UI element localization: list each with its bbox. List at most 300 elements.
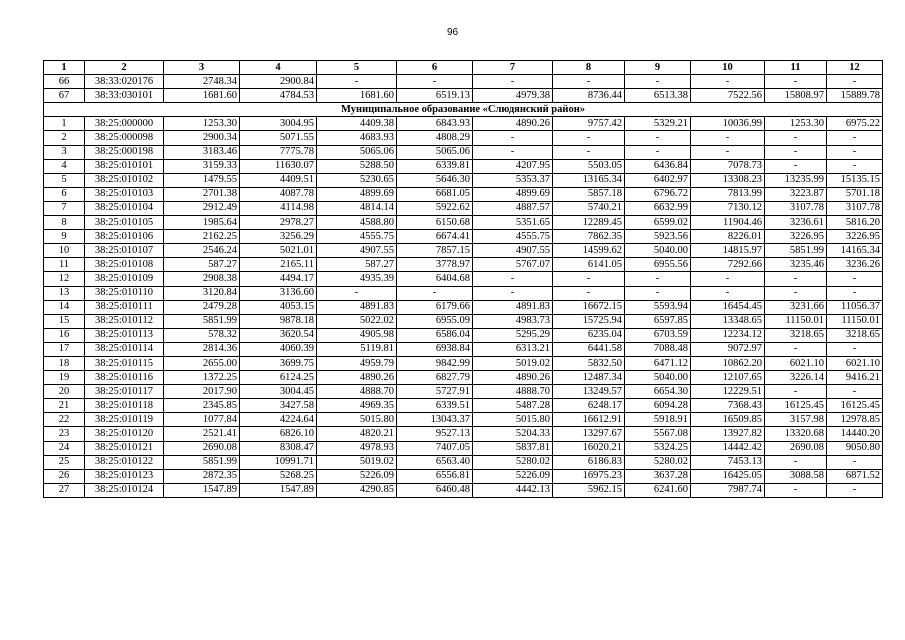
table-cell: 6955.56 [625,258,691,272]
table-cell: 14165.34 [827,244,883,258]
table-cell: 6703.59 [625,328,691,342]
table-cell: 38:25:010114 [85,342,164,356]
table-row [44,173,883,187]
table-cell: 587.27 [317,258,397,272]
table-cell: 38:25:010110 [85,286,164,300]
table-cell: 4935.39 [317,272,397,286]
table-cell: 38:25:010102 [85,173,164,187]
table-cell: - [827,455,883,469]
table-cell: - [553,272,625,286]
table-cell: - [473,145,553,159]
table-row [44,300,883,314]
table-cell: 22 [44,413,85,427]
table-cell: 14 [44,300,85,314]
table-cell: 38:25:000198 [85,145,164,159]
table-cell: - [625,272,691,286]
table-cell: 15725.94 [553,314,625,328]
table-cell: 5230.65 [317,173,397,187]
table-cell: 13297.67 [553,427,625,441]
table-cell: 13235.99 [765,173,827,187]
table-cell: - [765,385,827,399]
table-cell: 5022.02 [317,314,397,328]
table-cell: 38:25:010111 [85,300,164,314]
table-cell: - [473,286,553,300]
table-cell: 3157.98 [765,413,827,427]
table-cell: 7407.05 [397,441,473,455]
table-cell: - [317,286,397,300]
table-row [44,75,883,89]
table-cell: 23 [44,427,85,441]
table-cell: 38:25:010112 [85,314,164,328]
table-row [44,201,883,215]
table-cell: 38:25:010113 [85,328,164,342]
table-cell: 7775.78 [240,145,317,159]
table-cell: 4979.38 [473,89,553,103]
table-cell: 6 [44,187,85,201]
table-cell: 4409.51 [240,173,317,187]
column-header: 4 [240,61,317,75]
table-cell: - [691,286,765,300]
table-cell: 8736.44 [553,89,625,103]
table-cell: 4814.14 [317,201,397,215]
table-cell: 4888.70 [473,385,553,399]
table-cell: 2701.38 [164,187,240,201]
table-cell: 2690.08 [164,441,240,455]
table-cell: 2814.36 [164,342,240,356]
table-cell: 16020.21 [553,441,625,455]
table-cell: 4888.70 [317,385,397,399]
table-cell: 2690.08 [765,441,827,455]
table-row [44,272,883,286]
table-cell: 5015.80 [473,413,553,427]
table-cell: 38:25:010108 [85,258,164,272]
table-cell: 1479.55 [164,173,240,187]
table-cell: 11150.01 [827,314,883,328]
table-cell: 38:25:010101 [85,159,164,173]
table-cell: 9527.13 [397,427,473,441]
table-cell: 7292.66 [691,258,765,272]
table-cell: 6021.10 [827,356,883,370]
table-cell: 2872.35 [164,469,240,483]
table-cell: 6179.66 [397,300,473,314]
table-cell: 5851.99 [164,314,240,328]
table-cell: - [827,286,883,300]
table-cell: 5280.02 [473,455,553,469]
table-cell: 1681.60 [164,89,240,103]
table-cell: 3 [44,145,85,159]
table-cell: 5 [44,173,85,187]
table-cell: 6436.84 [625,159,691,173]
table-cell: - [765,342,827,356]
table-cell: 6519.13 [397,89,473,103]
table-cell: - [827,75,883,89]
table-cell: 4820.21 [317,427,397,441]
table-cell: 4907.55 [317,244,397,258]
table-cell: - [765,159,827,173]
table-cell: 5740.21 [553,201,625,215]
table-cell: 2546.24 [164,244,240,258]
table-cell: 3107.78 [765,201,827,215]
table-cell: 6186.83 [553,455,625,469]
table-cell: 7453.13 [691,455,765,469]
table-row [44,244,883,258]
table-cell: 38:25:000098 [85,131,164,145]
table-cell: 5295.29 [473,328,553,342]
table-cell: 5040.00 [625,244,691,258]
table-cell: 4224.64 [240,413,317,427]
table-cell: 3107.78 [827,201,883,215]
table-cell: 11630.07 [240,159,317,173]
table-row [44,314,883,328]
table-cell: - [691,145,765,159]
table-cell: 38:25:010109 [85,272,164,286]
table-cell: 10862.20 [691,356,765,370]
table-cell: 7862.35 [553,230,625,244]
table-cell: 3226.95 [827,230,883,244]
table-cell: 4442.13 [473,483,553,497]
table-cell: 4890.26 [317,371,397,385]
table-cell: 38:25:010115 [85,356,164,370]
table-row [44,483,883,497]
table-cell: 3004.45 [240,385,317,399]
table-cell: 5288.50 [317,159,397,173]
table-cell: 16425.05 [691,469,765,483]
table-cell: 38:25:010121 [85,441,164,455]
table-cell: 7987.74 [691,483,765,497]
table-cell: 38:25:010124 [85,483,164,497]
table-cell: 38:25:010105 [85,216,164,230]
table-cell: 38:25:010106 [85,230,164,244]
table-cell: - [553,75,625,89]
table-cell: 3223.87 [765,187,827,201]
table-cell: 14599.62 [553,244,625,258]
table-cell: 4907.55 [473,244,553,258]
table-cell: 5019.02 [317,455,397,469]
table-cell: 5324.25 [625,441,691,455]
table-cell: 7857.15 [397,244,473,258]
table-cell: 6654.30 [625,385,691,399]
table-cell: 6248.17 [553,399,625,413]
table-row [44,230,883,244]
table-cell: 5701.18 [827,187,883,201]
table-cell: 3183.46 [164,145,240,159]
table-cell: 38:25:000000 [85,117,164,131]
table-cell: 38:25:010107 [85,244,164,258]
table-cell: 5351.65 [473,216,553,230]
table-cell: 8308.47 [240,441,317,455]
table-cell: 5851.99 [765,244,827,258]
table-cell: 6241.60 [625,483,691,497]
table-cell: 6586.04 [397,328,473,342]
table-cell: 38:25:010104 [85,201,164,215]
table-cell: - [553,145,625,159]
table-cell: 5226.09 [317,469,397,483]
table-cell: 4978.93 [317,441,397,455]
column-header: 2 [85,61,164,75]
table-cell: 578.32 [164,328,240,342]
column-header: 3 [164,61,240,75]
table-cell: - [625,145,691,159]
table-row [44,145,883,159]
table-cell: 16975.23 [553,469,625,483]
table-cell: 5353.37 [473,173,553,187]
table-cell: 4588.80 [317,216,397,230]
table-cell: 5567.08 [625,427,691,441]
table-row [44,286,883,300]
table-cell: 5837.81 [473,441,553,455]
table-cell: 2165.11 [240,258,317,272]
table-cell: 4207.95 [473,159,553,173]
table-cell: - [397,75,473,89]
table-cell: 3620.54 [240,328,317,342]
table-cell: 5851.99 [164,455,240,469]
table-cell: 27 [44,483,85,497]
table-cell: 6313.21 [473,342,553,356]
table-cell: 9757.42 [553,117,625,131]
table-cell: 6597.85 [625,314,691,328]
table-cell: 9072.97 [691,342,765,356]
table-cell: 1253.30 [765,117,827,131]
table-cell: 16672.15 [553,300,625,314]
table-cell: 12229.51 [691,385,765,399]
table-cell: 6674.41 [397,230,473,244]
table-cell: 5767.07 [473,258,553,272]
table-cell: 6955.09 [397,314,473,328]
table-cell: 1547.89 [164,483,240,497]
table-cell: 4060.39 [240,342,317,356]
table-cell: - [625,286,691,300]
table-cell: 8 [44,216,85,230]
table-cell: 7522.56 [691,89,765,103]
table-cell: 18 [44,356,85,370]
table-cell: 7813.99 [691,187,765,201]
land-value-table [43,60,883,498]
table-cell: 7078.73 [691,159,765,173]
table-cell: 7368.43 [691,399,765,413]
table-row [44,427,883,441]
table-cell: 67 [44,89,85,103]
table-cell: 3235.46 [765,258,827,272]
table-cell: - [625,131,691,145]
table-row [44,258,883,272]
table-cell: 4891.83 [317,300,397,314]
table-cell: 13348.65 [691,314,765,328]
table-cell: 4887.57 [473,201,553,215]
table-cell: 4555.75 [317,230,397,244]
table-cell: 6124.25 [240,371,317,385]
table-cell: 3088.58 [765,469,827,483]
table-cell: 6235.04 [553,328,625,342]
table-cell: - [827,131,883,145]
table-cell: 2912.49 [164,201,240,215]
table-cell: 13165.34 [553,173,625,187]
table-cell: 6843.93 [397,117,473,131]
table-cell: 21 [44,399,85,413]
table-cell: - [397,286,473,300]
table-cell: - [765,131,827,145]
table-cell: - [553,286,625,300]
table-cell: 24 [44,441,85,455]
table-cell: 11056.37 [827,300,883,314]
table-cell: 5962.15 [553,483,625,497]
table-cell: 1985.64 [164,216,240,230]
table-cell: 4969.35 [317,399,397,413]
table-cell: - [827,272,883,286]
table-cell: 6402.97 [625,173,691,187]
table-cell: 2017.90 [164,385,240,399]
table-cell: 5040.00 [625,371,691,385]
table-cell: 2978.27 [240,216,317,230]
column-header: 6 [397,61,473,75]
table-cell: 3226.95 [765,230,827,244]
table-header-row [44,61,883,75]
table-cell: 14815.97 [691,244,765,258]
table-cell: - [827,342,883,356]
table-cell: 26 [44,469,85,483]
table-cell: - [473,272,553,286]
table-cell: 16454.45 [691,300,765,314]
column-header: 1 [44,61,85,75]
table-cell: 3256.29 [240,230,317,244]
table-cell: 4890.26 [473,371,553,385]
table-cell: 16125.45 [827,399,883,413]
table-cell: 7130.12 [691,201,765,215]
table-cell: 6094.28 [625,399,691,413]
table-cell: 15889.78 [827,89,883,103]
table-cell: 2655.00 [164,356,240,370]
table-cell: 38:25:010122 [85,455,164,469]
table-cell: 12289.45 [553,216,625,230]
table-cell: - [827,159,883,173]
table-cell: - [765,286,827,300]
column-header: 9 [625,61,691,75]
table-cell: - [691,75,765,89]
table-cell: 11150.01 [765,314,827,328]
table-cell: 10991.71 [240,455,317,469]
table-cell: 38:33:030101 [85,89,164,103]
table-cell: 4784.53 [240,89,317,103]
table-cell: 4555.75 [473,230,553,244]
table-cell: 4 [44,159,85,173]
table-cell: 17 [44,342,85,356]
table-cell: 16 [44,328,85,342]
table-cell: - [765,75,827,89]
table-cell: - [553,131,625,145]
table-cell: 6632.99 [625,201,691,215]
table-cell: 38:33:020176 [85,75,164,89]
column-header: 10 [691,61,765,75]
table-cell: 2 [44,131,85,145]
table-cell: 3226.14 [765,371,827,385]
table-cell: 6599.02 [625,216,691,230]
table-cell: 5119.81 [317,342,397,356]
table-cell: 12107.65 [691,371,765,385]
table-cell: 4494.17 [240,272,317,286]
table-cell: 4290.85 [317,483,397,497]
table-cell: 16509.85 [691,413,765,427]
table-cell: 9050.80 [827,441,883,455]
table-cell: 4891.83 [473,300,553,314]
table-row [44,441,883,455]
table-cell: 6975.22 [827,117,883,131]
table-cell: 4409.38 [317,117,397,131]
table-cell: - [473,131,553,145]
table-cell: - [625,75,691,89]
table-row [44,216,883,230]
table-cell: 9878.18 [240,314,317,328]
table-cell: 5918.91 [625,413,691,427]
table-cell: 3159.33 [164,159,240,173]
table-cell: 587.27 [164,258,240,272]
table-cell: 5019.02 [473,356,553,370]
table-cell: - [473,75,553,89]
table-cell: 6150.68 [397,216,473,230]
table-cell: 4808.29 [397,131,473,145]
section-title: Муниципальное образование «Слюдянский район» [44,103,883,117]
table-cell: 16125.45 [765,399,827,413]
table-cell: - [691,272,765,286]
table-cell: 3004.95 [240,117,317,131]
table-cell: 13927.82 [691,427,765,441]
table-cell: 1547.89 [240,483,317,497]
table-cell: 38:25:010123 [85,469,164,483]
table-cell: 3637.28 [625,469,691,483]
table-cell: 13308.23 [691,173,765,187]
table-cell: 3231.66 [765,300,827,314]
table-cell: 5727.91 [397,385,473,399]
table-cell: 4959.79 [317,356,397,370]
table-row [44,159,883,173]
table-cell: 7088.48 [625,342,691,356]
table-row [44,469,883,483]
table-cell: 20 [44,385,85,399]
table-cell: 8226.01 [691,230,765,244]
table-cell: 2908.38 [164,272,240,286]
table-cell: 2479.28 [164,300,240,314]
table-cell: 12 [44,272,85,286]
table-cell: 4905.98 [317,328,397,342]
table-cell: 10036.99 [691,117,765,131]
table-cell: 12978.85 [827,413,883,427]
table-cell: 15135.15 [827,173,883,187]
table-row [44,371,883,385]
table-cell: 2900.84 [240,75,317,89]
table-cell: 2748.34 [164,75,240,89]
table-row [44,356,883,370]
table-cell: 5071.55 [240,131,317,145]
table-cell: 12487.34 [553,371,625,385]
column-header: 11 [765,61,827,75]
table-cell: 2521.41 [164,427,240,441]
table-cell: 5487.28 [473,399,553,413]
table-cell: 13 [44,286,85,300]
table-cell: 4899.69 [473,187,553,201]
table-cell: 5015.80 [317,413,397,427]
table-cell: - [765,483,827,497]
table-row [44,399,883,413]
table-cell: 10 [44,244,85,258]
table-cell: 6471.12 [625,356,691,370]
table-row [44,89,883,103]
table-cell: 25 [44,455,85,469]
section-row [44,103,883,117]
table-cell: 6441.58 [553,342,625,356]
table-cell: 3778.97 [397,258,473,272]
table-cell: - [765,272,827,286]
table-cell: 4983.73 [473,314,553,328]
table-cell: 5065.06 [397,145,473,159]
table-row [44,342,883,356]
